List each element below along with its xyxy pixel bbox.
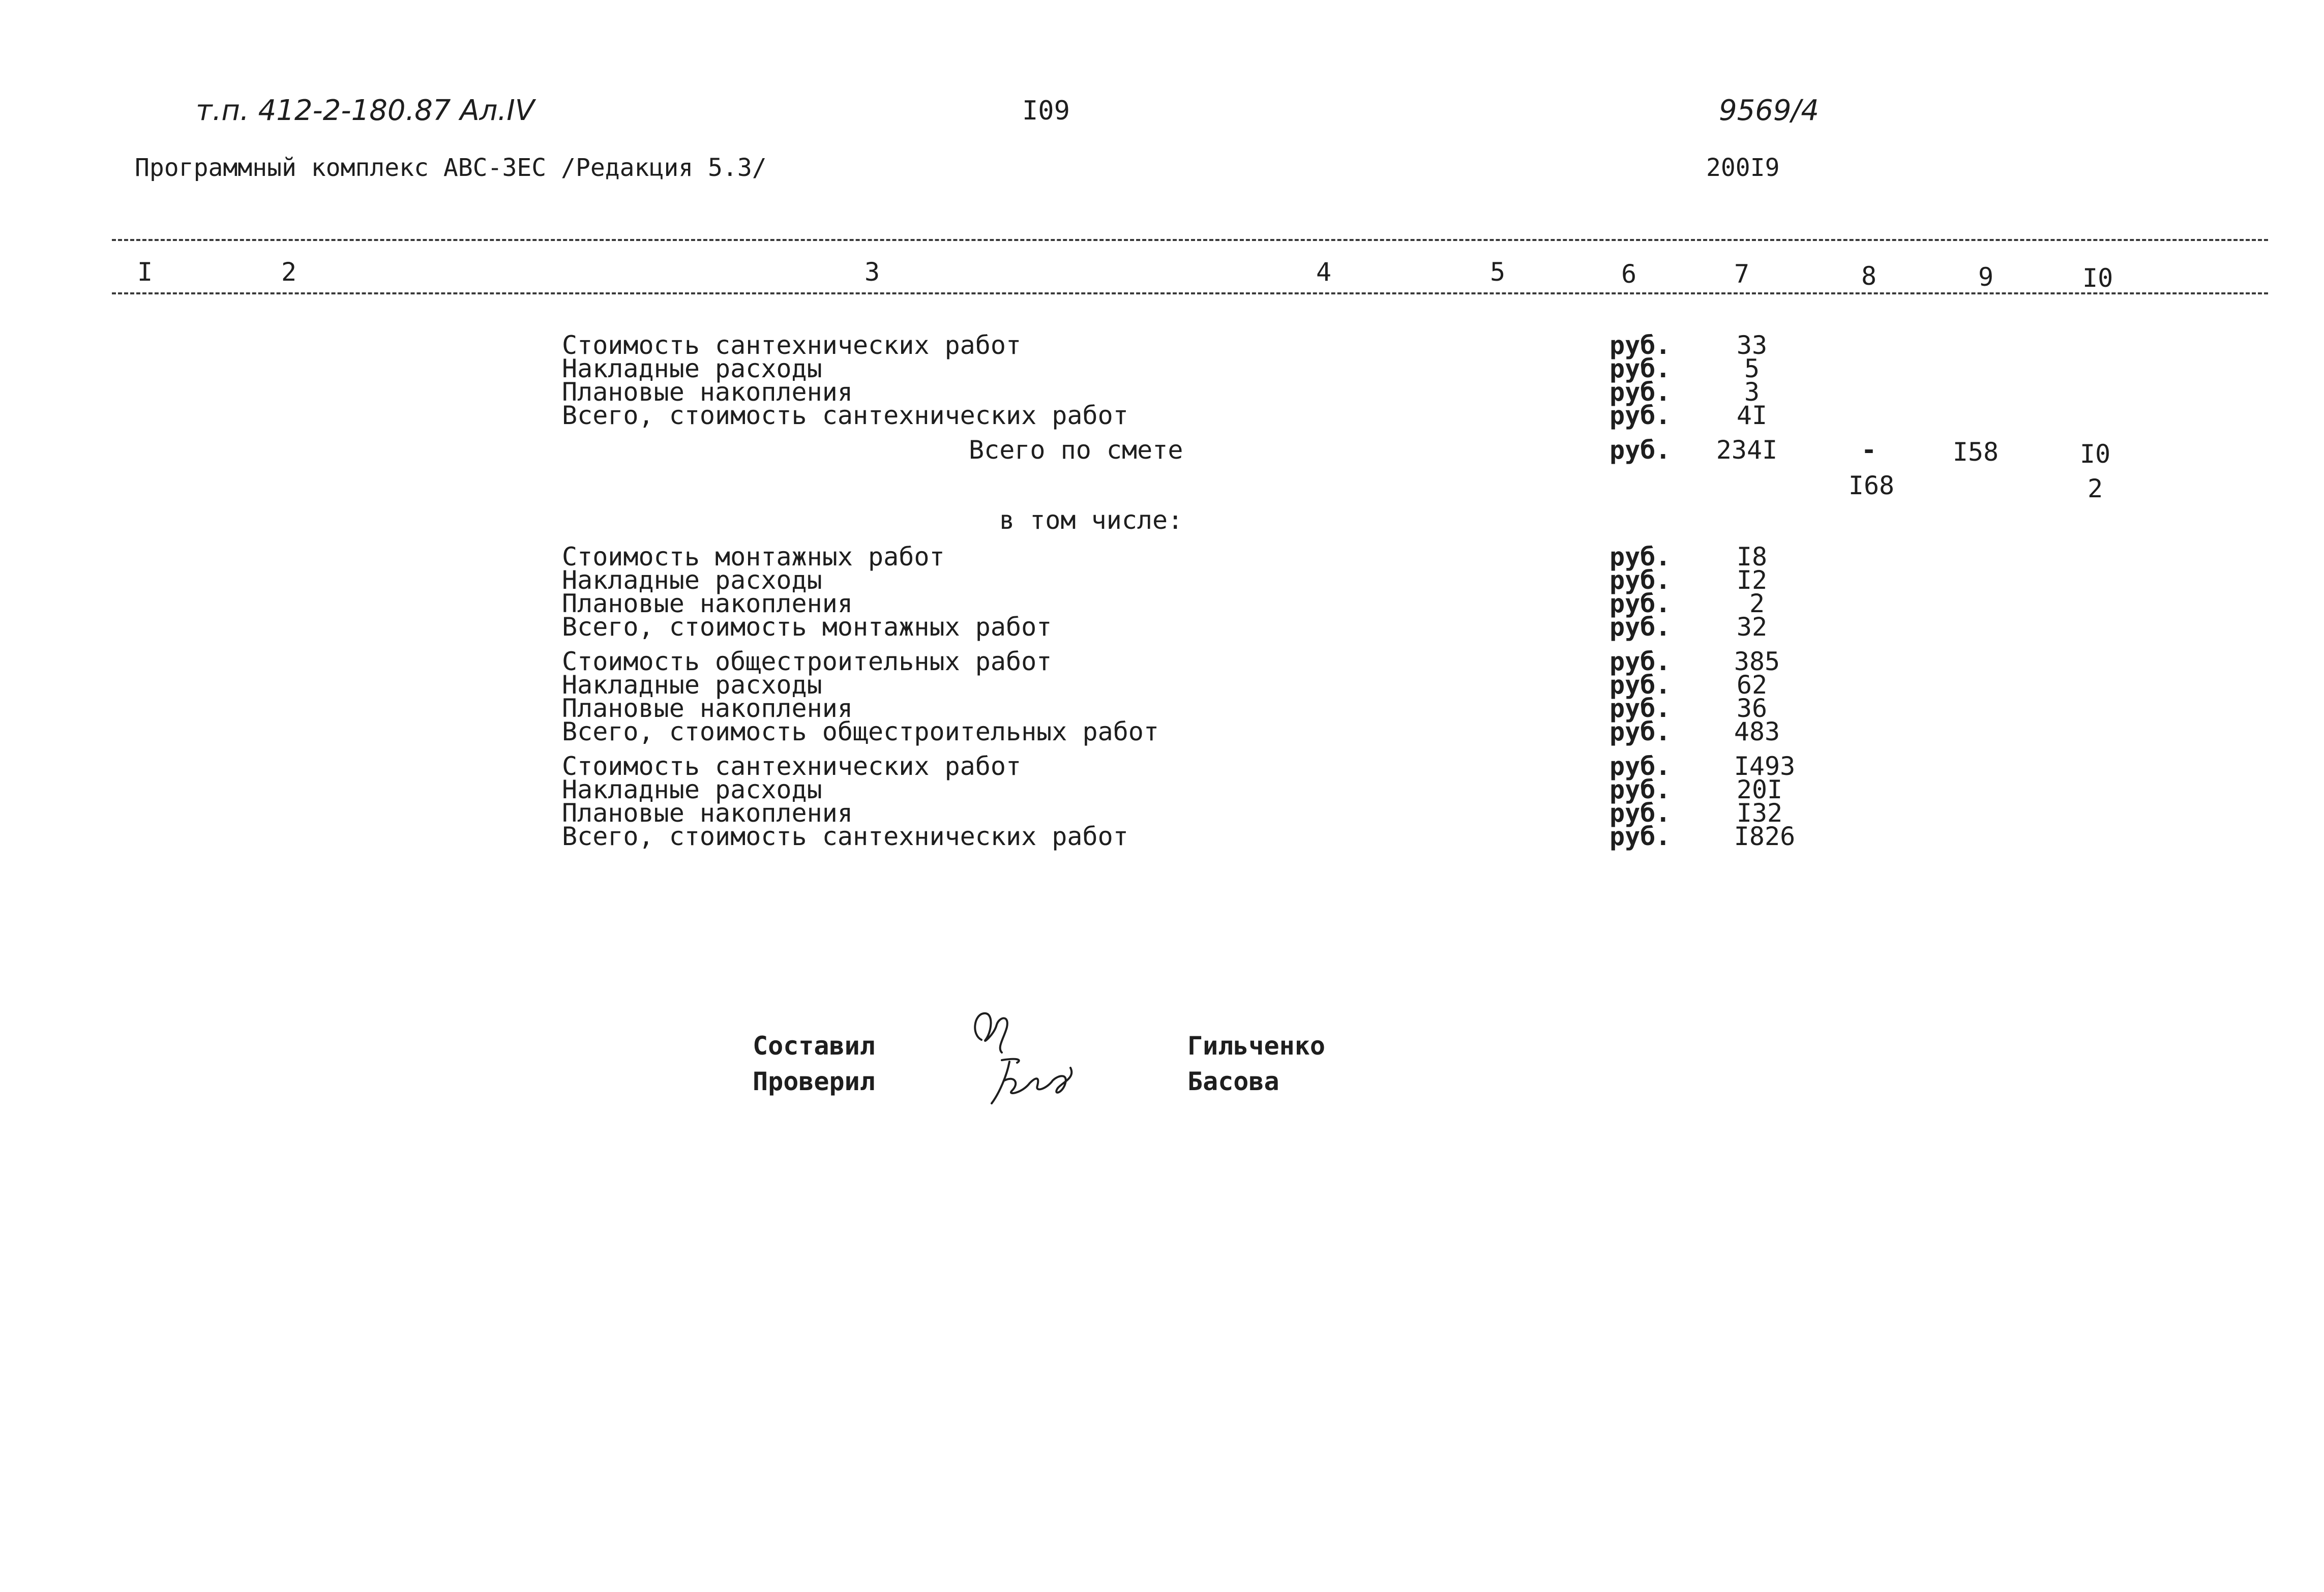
block2-value-3: 36	[1736, 694, 1768, 723]
block1-label-2: Накладные расходы	[562, 565, 822, 595]
column-number-7: 7	[1734, 259, 1750, 289]
block0-value-4: 4I	[1736, 401, 1768, 430]
compiled-signature-handwritten	[966, 1004, 1037, 1055]
header-top-rule	[112, 239, 2268, 241]
block3-unit-1: руб.	[1610, 752, 1671, 781]
total-col8-bottom: I68	[1848, 471, 1895, 500]
column-number-10: I0	[2082, 263, 2113, 293]
block1-value-2: I2	[1736, 565, 1768, 595]
block0-value-2: 5	[1744, 354, 1760, 383]
total-col10-top: I0	[2079, 439, 2111, 469]
block0-unit-3: руб.	[1610, 377, 1671, 407]
column-number-1: I	[137, 257, 153, 287]
checked-by-name: Басова	[1187, 1067, 1279, 1096]
column-number-3: 3	[865, 257, 880, 287]
block1-unit-1: руб.	[1610, 542, 1671, 572]
block2-unit-3: руб.	[1610, 694, 1671, 723]
block2-unit-1: руб.	[1610, 647, 1671, 676]
block0-unit-4: руб.	[1610, 401, 1671, 430]
block3-label-1: Стоимость сантехнических работ	[562, 752, 1022, 781]
block3-label-4: Всего, стоимость сантехнических работ	[562, 822, 1128, 851]
block0-label-2: Накладные расходы	[562, 354, 822, 383]
block3-unit-2: руб.	[1610, 775, 1671, 804]
archive-number: 9569/4	[1719, 94, 1820, 127]
column-number-5: 5	[1490, 257, 1506, 287]
compiled-by-name: Гильченко	[1187, 1031, 1325, 1061]
block0-label-4: Всего, стоимость сантехнических работ	[562, 401, 1128, 430]
block2-label-4: Всего, стоимость общестроительных работ	[562, 717, 1159, 746]
block3-unit-4: руб.	[1610, 822, 1671, 851]
document-code: 200I9	[1706, 154, 1780, 182]
block2-value-1: 385	[1734, 647, 1780, 676]
block1-unit-2: руб.	[1610, 565, 1671, 595]
block1-label-3: Плановые накопления	[562, 589, 853, 618]
total-col7: 234I	[1716, 435, 1778, 465]
block2-value-2: 62	[1736, 670, 1768, 700]
column-number-8: 8	[1861, 261, 1877, 291]
block2-value-4: 483	[1734, 717, 1780, 746]
column-number-4: 4	[1316, 257, 1332, 287]
total-col8-top: -	[1861, 435, 1877, 465]
block1-value-1: I8	[1736, 542, 1768, 572]
column-number-6: 6	[1621, 259, 1637, 289]
block0-value-3: 3	[1744, 377, 1760, 407]
block1-unit-4: руб.	[1610, 612, 1671, 642]
block3-label-2: Накладные расходы	[562, 775, 822, 804]
total-unit: руб.	[1610, 435, 1671, 465]
including-label: в том числе:	[999, 505, 1183, 535]
column-number-2: 2	[281, 257, 297, 287]
doc-reference: т.п. 412-2-180.87 Ал.IV	[196, 94, 535, 127]
block0-label-3: Плановые накопления	[562, 377, 853, 407]
block2-label-3: Плановые накопления	[562, 694, 853, 723]
total-col9: I58	[1952, 437, 1999, 467]
block3-value-2: 20I	[1736, 775, 1783, 804]
block1-unit-3: руб.	[1610, 589, 1671, 618]
block0-unit-2: руб.	[1610, 354, 1671, 383]
total-col10-bottom: 2	[2087, 474, 2103, 503]
compiled-by-label: Составил	[753, 1031, 875, 1061]
block0-unit-1: руб.	[1610, 331, 1671, 360]
block0-label-1: Стоимость сантехнических работ	[562, 331, 1022, 360]
block2-unit-2: руб.	[1610, 670, 1671, 700]
checked-signature-handwritten	[981, 1053, 1083, 1108]
block2-unit-4: руб.	[1610, 717, 1671, 746]
block2-label-2: Накладные расходы	[562, 670, 822, 700]
software-title: Программный комплекс АВС-ЗЕС /Редакция 5.3/	[135, 154, 767, 182]
block1-label-4: Всего, стоимость монтажных работ	[562, 612, 1052, 642]
block0-value-1: 33	[1736, 331, 1768, 360]
block3-value-3: I32	[1736, 798, 1783, 828]
column-number-9: 9	[1978, 262, 1994, 292]
checked-by-label: Проверил	[753, 1067, 875, 1096]
header-bottom-rule	[112, 292, 2268, 294]
total-label: Всего по смете	[969, 435, 1183, 465]
block3-value-4: I826	[1734, 822, 1796, 851]
block3-value-1: I493	[1734, 752, 1796, 781]
block2-label-1: Стоимость общестроительных работ	[562, 647, 1052, 676]
block1-value-4: 32	[1736, 612, 1768, 642]
block3-label-3: Плановые накопления	[562, 798, 853, 828]
block1-label-1: Стоимость монтажных работ	[562, 542, 945, 572]
page-number: I09	[1022, 96, 1070, 126]
block1-value-3: 2	[1749, 589, 1765, 618]
block3-unit-3: руб.	[1610, 798, 1671, 828]
